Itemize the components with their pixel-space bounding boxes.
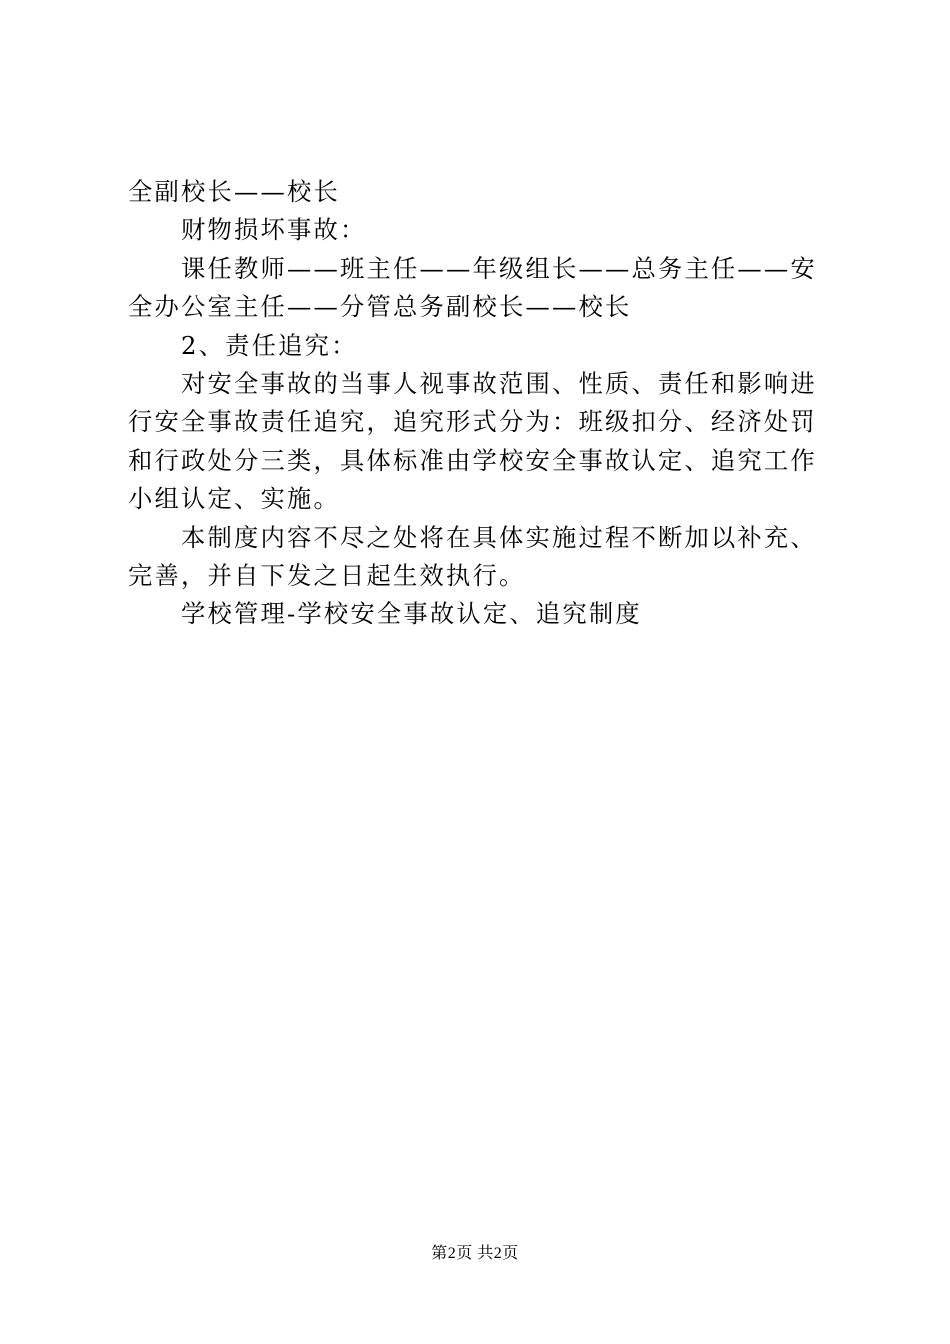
- document-body: [128, 173, 834, 634]
- paragraph-continuation: 全副校长——校长: [128, 177, 340, 206]
- paragraph-closing: 本制度内容不尽之处将在具体实施过程不断加以补充、完善，并自下发之日起生效执行。: [128, 522, 817, 591]
- paragraph-heading-accountability: 2、责任追究：: [181, 330, 358, 360]
- paragraph-accountability-body: 对安全事故的当事人视事故范围、性质、责任和影响进行安全事故责任追究，追究形式分为：班级扣分、经济处罚和行政处分三类，具体标准由学校安全事故认定、追究工作小组认定、实施。: [128, 369, 817, 514]
- paragraph-reporting-chain: 课任教师——班主任——年级组长——总务主任——安全办公室主任——分管总务副校长——校长: [128, 253, 817, 322]
- page-footer: 第2页 共2页: [431, 1245, 519, 1262]
- paragraph-document-title: 学校管理-学校安全事故认定、追究制度: [181, 599, 642, 629]
- paragraph-heading-property-damage: 财物损坏事故：: [181, 215, 367, 245]
